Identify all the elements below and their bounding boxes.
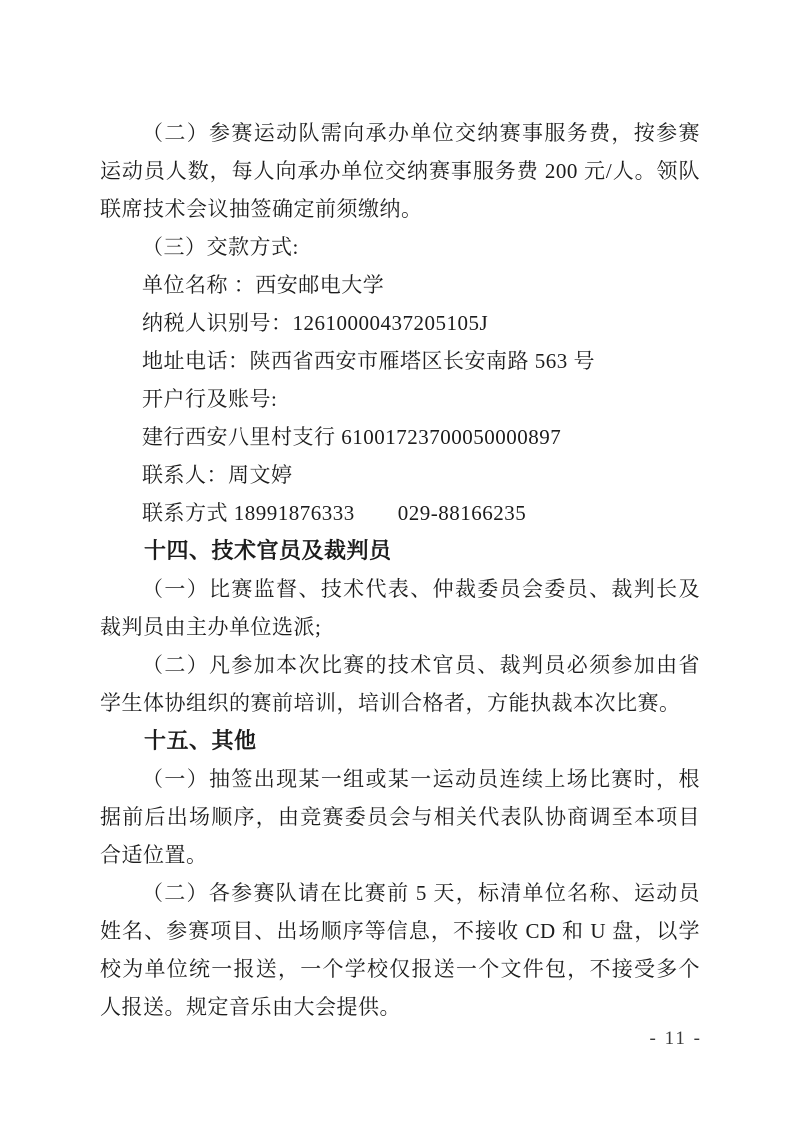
paragraph-unit-name: 单位名称 ：西安邮电大学 [142,273,385,297]
paragraph-submission-rules: （二）各参赛队请在比赛前 5 天，标清单位名称、运动员姓名、参赛项目、出场顺序等信息，不接收 CD 和 U 盘，以学校为单位统一报送，一个学校仅报送一个文件包，不接受多个人报送。规定音乐由大会提供。 [100,881,700,1019]
paragraph-draw-adjustment: （一）抽签出现某一组或某一运动员连续上场比赛时，根据前后出场顺序，由竞赛委员会与相关代表队协商调至本项目合适位置。 [100,767,700,867]
paragraph-bank-account: 建行西安八里村支行 61001723700050000897 [142,425,562,449]
document-body [100,114,700,1026]
section-heading-others: 十五、其他 [144,728,257,753]
paragraph-fee-notice: （二）参赛运动队需向承办单位交纳赛事服务费，按参赛运动员人数，每人向承办单位交纳赛事服务费 200 元/人。领队联席技术会议抽签确定前须缴纳。 [100,121,700,221]
paragraph-officials-selection: （一）比赛监督、技术代表、仲裁委员会委员、裁判长及裁判员由主办单位选派; [100,577,700,639]
paragraph-contact-numbers: 联系方式 18991876333 029-88166235 [142,501,527,525]
paragraph-taxpayer-id: 纳税人识别号：12610000437205105J [142,311,489,335]
paragraph-officials-training: （二）凡参加本次比赛的技术官员、裁判员必须参加由省学生体协组织的赛前培训，培训合格者，方能执裁本次比赛。 [100,653,700,715]
page-number: - 11 - [649,1028,702,1049]
paragraph-payment-method: （三）交款方式: [142,235,299,259]
section-heading-officials: 十四、技术官员及裁判员 [144,538,392,563]
paragraph-bank-account-label: 开户行及账号: [142,387,278,411]
paragraph-contact-person: 联系人：周文婷 [142,463,293,487]
paragraph-address-phone: 地址电话：陕西省西安市雁塔区长安南路 563 号 [142,349,595,373]
